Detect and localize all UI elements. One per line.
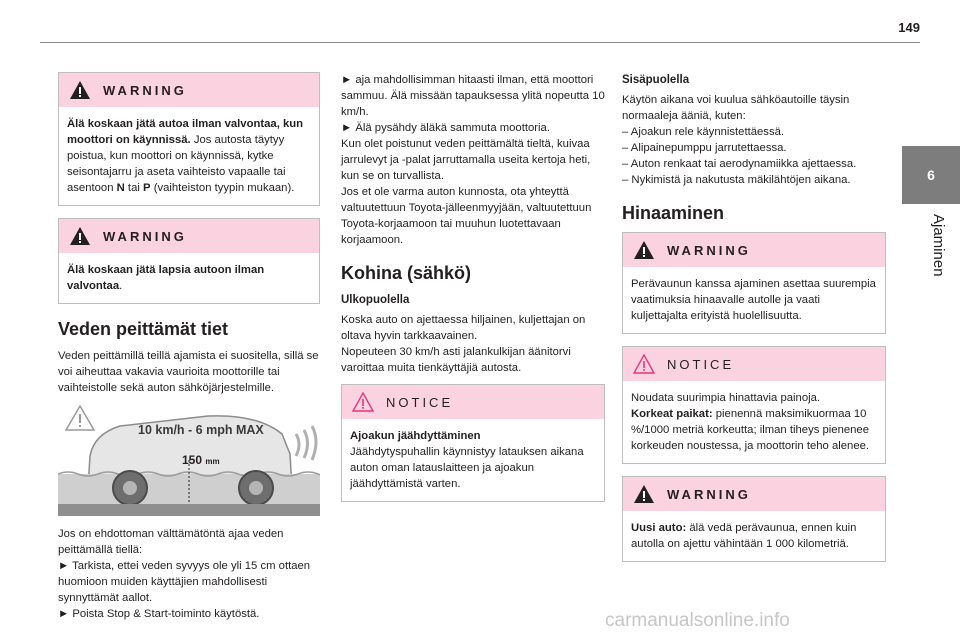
gear-n: N (116, 182, 125, 194)
notice-title: NOTICE (667, 356, 735, 372)
column-2 (341, 72, 605, 514)
warning-tail: (vaihteiston tyypin mukaan). (150, 182, 295, 194)
list-item: – Alipainepumppu jarrutettaessa. (622, 142, 787, 154)
dry-brakes-paragraph: Kun olet poistunut veden peittämältä tieltä, kuivaa jarrulevyt ja -palat jarruttamalla useita kertoja heti, kun se on turvallista. (341, 138, 591, 182)
notice-box-cooling (341, 384, 605, 502)
warning-box-children (58, 218, 320, 304)
warning-tail: . (119, 280, 123, 292)
warning-triangle-icon (633, 484, 655, 504)
speed-limit-label: 10 km/h - 6 mph MAX (138, 423, 264, 437)
notice-line1: Noudata suurimpia hinattavia painoja. (631, 392, 821, 404)
flooded-road-illustration (58, 404, 320, 516)
bullet-stop-start: ► Poista Stop & Start-toiminto käytöstä. (58, 608, 260, 620)
warning-box-new-car (622, 476, 886, 562)
warning-text: Jos autosta täytyy poistua, kun moottori on käynnissä, kytke seisontajarru ja aseta vaihteisto vapaalle tai asentoon (67, 134, 286, 194)
warning-header (623, 477, 885, 511)
warning-body (623, 511, 885, 561)
warning-body (623, 267, 885, 333)
warning-body (59, 253, 319, 303)
warning-box-unattended-car (58, 72, 320, 206)
notice-text: pienennä maksimikuormaa 10 %/1000 metriä korkeutta; ilman tiheys pienenee korkeuden noustessa, ja moottorin teho alenee. (631, 408, 870, 452)
flooded-intro: Veden peittämillä teillä ajamista ei suositella, sillä se voi aiheuttaa vakavia vaurioita moottorille tai vaihteistolle sekä auton sähköjärjestelmille. (58, 350, 319, 394)
section-heading-noise: Kohina (sähkö) (341, 263, 472, 283)
notice-box-altitude (622, 346, 886, 464)
warning-triangle-icon (69, 226, 91, 246)
warning-or: tai (124, 182, 144, 194)
contact-dealer-paragraph: Jos et ole varma auton kunnosta, ota yhteyttä valtuutettuun Toyota-jälleenmyyjään, valtuutettuun Toyota-korjaamoon tai muuhun luotettavaan korjaamoon. (341, 186, 592, 246)
notice-bold-text: Ajoakun jäähdyttäminen (350, 430, 481, 442)
water-depth-unit: mm (205, 457, 220, 466)
notice-body (342, 419, 604, 501)
subheading-inside: Sisäpuolella (622, 74, 690, 86)
warning-box-trailer (622, 232, 886, 334)
warning-triangle-icon (69, 80, 91, 100)
notice-text: Jäähdytyspuhallin käynnistyy latauksen aikana auton oman latauslaitteen ja ajoakun jäähdyttämistä varten. (350, 446, 584, 490)
watermark: carmanualsonline.info (605, 610, 790, 631)
bullet-water-depth: ► Tarkista, ettei veden syvyys ole yli 15 cm ottaen huomioon muiden käyttäjien mahdollisesti synnyttämät aallot. (58, 560, 311, 604)
flooded-instruction: Jos on ehdottoman välttämätöntä ajaa veden peittämällä tiellä: (58, 528, 284, 556)
subheading-outside: Ulkopuolella (341, 294, 410, 306)
column-1 (58, 72, 320, 622)
warning-header (623, 233, 885, 267)
notice-bold-text: Korkeat paikat: (631, 408, 713, 420)
water-depth-value: 150 (182, 453, 203, 467)
warning-bold-text: Älä koskaan jätä lapsia autoon ilman valvontaa (67, 264, 265, 292)
warning-header (59, 73, 319, 107)
column-3 (622, 72, 886, 574)
warning-title: WARNING (103, 82, 187, 98)
warning-text: älä vedä perävaunua, ennen kuin autolla on ajettu vähintään 1 000 kilometriä. (631, 522, 857, 550)
chapter-number: 6 (927, 167, 935, 183)
list-item: – Nykimistä ja nakutusta mäkilähtöjen aikana. (622, 174, 851, 186)
normal-sounds-paragraph: Käytön aikana voi kuulua sähköautoille täysin normaaleja ääniä, kuten: (622, 94, 850, 122)
bullet-do-not-stop: ► Älä pysähdy äläkä sammuta moottoria. (341, 122, 550, 134)
list-item: – Ajoakun rele käynnistettäessä. (622, 126, 785, 138)
warning-triangle-icon (633, 240, 655, 260)
gear-p: P (143, 182, 151, 194)
section-heading-towing: Hinaaminen (622, 203, 725, 223)
header-divider (40, 42, 920, 43)
chapter-tab[interactable] (902, 146, 960, 204)
pedestrian-horn-paragraph: Nopeuteen 30 km/h asti jalankulkijan äänitorvi varoittaa muita tienkäyttäjiä autosta. (341, 346, 571, 374)
notice-triangle-icon (633, 354, 655, 374)
warning-body (59, 107, 319, 205)
quiet-car-paragraph: Koska auto on ajettaessa hiljainen, kuljettajan on oltava hyvin tarkkaavainen. (341, 314, 586, 342)
section-heading-flooded-roads: Veden peittämät tiet (58, 319, 229, 339)
warning-title: WARNING (667, 242, 751, 258)
notice-header (342, 385, 604, 419)
page-number: 149 (898, 20, 920, 35)
warning-title: WARNING (667, 486, 751, 502)
bullet-drive-slowly: ► aja mahdollisimman hitaasti ilman, että moottori sammuu. Älä missään tapauksessa ylitä nopeutta 10 km/h. (341, 74, 605, 118)
warning-text: Perävaunun kanssa ajaminen asettaa suurempia vaatimuksia hinaavalle autolle ja vaati kuljettajalta erityistä huolellisuutta. (631, 278, 876, 322)
notice-header (623, 347, 885, 381)
warning-header (59, 219, 319, 253)
warning-title: WARNING (103, 228, 187, 244)
notice-triangle-icon (352, 392, 374, 412)
list-item: – Auton renkaat tai aerodynamiikka ajettaessa. (622, 158, 857, 170)
warning-bold-text: Uusi auto: (631, 522, 687, 534)
chapter-label: Ajaminen (930, 214, 947, 277)
notice-body (623, 381, 885, 463)
warning-bold-text: Älä koskaan jätä autoa ilman valvontaa, kun moottori on käynnissä. (67, 118, 304, 146)
notice-title: NOTICE (386, 394, 454, 410)
